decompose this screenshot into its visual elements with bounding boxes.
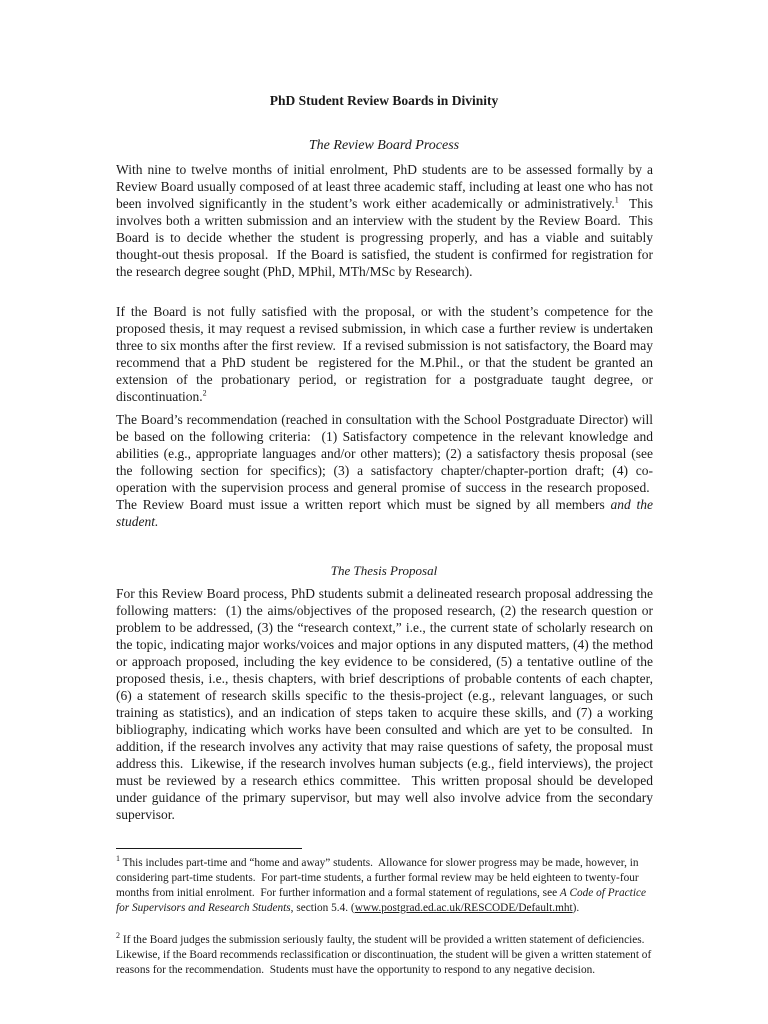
footnote-divider [116, 848, 302, 849]
footnote-text: If the Board judges the submission seriously faulty, the student will be provided a written statement of deficiencies. Likewise, if the Board recommends reclassification or discontinuation, the student will be given a written statement of reasons for the recommendation. Students must have the opportunity to respond to any negative decision. [116, 934, 652, 976]
footnote-number: 2 [116, 931, 120, 941]
paragraph-text: With nine to twelve months of initial enrolment, PhD students are to be assessed formally by a Review Board usually composed of at least three academic staff, including at least one who has not been involved significantly in the student’s work either academically or administratively. [116, 162, 653, 211]
section-heading-thesis-proposal: The Thesis Proposal [330, 563, 438, 578]
footnote-text: , section 5.4. ( [290, 902, 355, 914]
footnote-1 [116, 856, 653, 916]
paragraph-review-board-intro [116, 161, 653, 280]
footnote-text: ). [572, 902, 580, 914]
document-title: PhD Student Review Boards in Divinity [269, 93, 499, 108]
paragraph-text: The Board’s recommendation (reached in consultation with the School Postgraduate Director) will be based on the following criteria: (1) Satisfactory competence in the relevant knowledge and abilities (e.g., appropriate languages and/or other matters); (2) a satisfactory thesis proposal (see the following section for specifics); (3) a satisfactory chapter/chapter-portion draft; (4) co-operation with the supervision process and general promise of success in the research proposed. The Review Board must issue a written report which must be signed by all members [116, 412, 653, 512]
footnote-number: 1 [116, 854, 120, 864]
paragraph-not-satisfied [116, 303, 653, 405]
footnote-ref-1[interactable]: 1 [614, 195, 619, 205]
paragraph-text: This involves both a written submission and an interview with the student by the Review Board. This Board is to decide whether the student is progressing properly, and has a viable and suitably thought-out thesis proposal. If the Board is satisfied, the student is confirmed for registration for the research degree sought (PhD, MPhil, MTh/MSc by Research). [116, 196, 653, 279]
paragraph-board-criteria [116, 411, 653, 530]
footnote-2 [116, 933, 653, 978]
footnote-text: This includes part-time and “home and away” students. Allowance for slower progress may be made, however, in considering part-time students. For part-time students, a further formal review may be held eighteen to twenty-four months from initial enrolment. For further information and a formal statement of regulations, see [116, 857, 639, 899]
footnote-link[interactable]: www.postgrad.ed.ac.uk/RESCODE/Default.mht [354, 902, 573, 914]
paragraph-thesis-proposal: For this Review Board process, PhD students submit a delineated research proposal addressing the following matters: (1) the aims/objectives of the proposed research, (2) the research question or problem to be addressed, (3) the “research context,” i.e., the current state of scholarly research on the topic, indicating major works/voices and major options in any disputed matters, (4) the method or approach proposed, including the key evidence to be considered, (5) a tentative outline of the proposed thesis, i.e., thesis chapters, with brief descriptions of probable contents of each chapter, (6) a statement of research skills specific to the thesis-project (e.g., relevant languages, or such training as statistics), and an indication of steps taken to acquire these skills, and (7) a working bibliography, indicating which works have been consulted and which are yet to be consulted. In addition, if the research involves any activity that may raise questions of safety, the proposal must address this. Likewise, if the research involves human subjects (e.g., field interviews), the project must be reviewed by a research ethics committee. This written proposal should be developed under guidance of the primary supervisor, but may well also involve advice from the secondary supervisor. [116, 586, 653, 822]
footnote-ref-2[interactable]: 2 [202, 388, 207, 398]
section-heading-review-board-process: The Review Board Process [308, 138, 460, 153]
paragraph-text: If the Board is not fully satisfied with the proposal, or with the student’s competence for the proposed thesis, it may request a revised submission, in which case a further review is undertaken three to six months after the first review. If a revised submission is not satisfactory, the Board may recommend that a PhD student be registered for the M.Phil., or that the student be granted an extension of the probationary period, or registration for a postgraduate taught degree, or discontinuation. [116, 304, 653, 404]
paragraph-emphasis: and the student. [116, 497, 653, 529]
footnote-title-emphasis: A Code of Practice for Supervisors and Research Students [116, 887, 646, 914]
